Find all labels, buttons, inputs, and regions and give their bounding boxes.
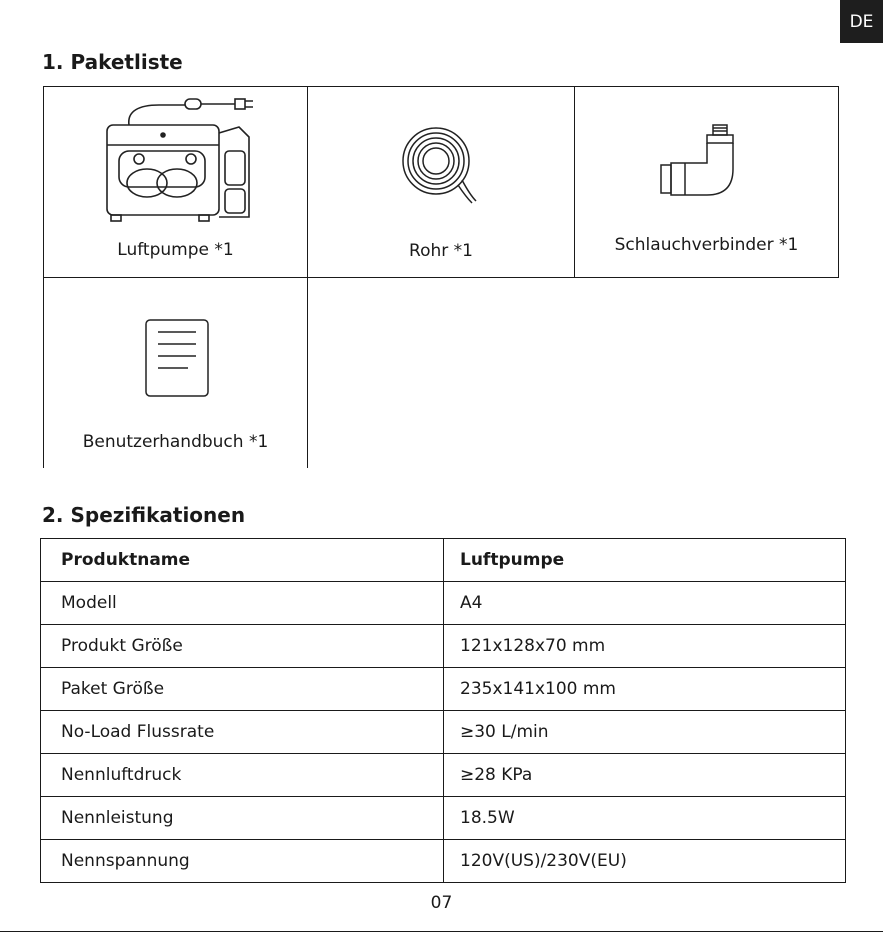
section-title-package-list: 1. Paketliste: [42, 50, 183, 74]
table-row: [41, 711, 846, 754]
table-row: [41, 582, 846, 625]
spec-name: No-Load Flussrate: [41, 711, 444, 754]
specifications-table: [40, 538, 846, 883]
package-item-air-pump: [43, 86, 308, 278]
air-pump-icon: [99, 93, 259, 228]
package-item-label: Luftpumpe *1: [117, 240, 234, 260]
package-item-tube: [307, 86, 575, 278]
spec-value: A4: [444, 582, 846, 625]
package-item-label: Schlauchverbinder *1: [614, 235, 799, 255]
spec-name: Nennluftdruck: [41, 754, 444, 797]
header-cell-product-name: Produktname: [41, 539, 444, 582]
spec-value: ≥30 L/min: [444, 711, 846, 754]
spec-value: 121x128x70 mm: [444, 625, 846, 668]
package-item-label: Rohr *1: [409, 241, 473, 261]
table-row: [41, 797, 846, 840]
spec-value: 235x141x100 mm: [444, 668, 846, 711]
table-row: [41, 668, 846, 711]
spec-name: Nennspannung: [41, 840, 444, 883]
table-row: [41, 754, 846, 797]
spec-value: ≥28 KPa: [444, 754, 846, 797]
spec-name: Modell: [41, 582, 444, 625]
manual-icon: [144, 318, 210, 398]
language-badge: DE: [840, 0, 883, 43]
spec-name: Paket Größe: [41, 668, 444, 711]
section-title-specifications: 2. Spezifikationen: [42, 503, 246, 527]
spec-name: Produkt Größe: [41, 625, 444, 668]
package-item-label: Benutzerhandbuch *1: [82, 432, 269, 452]
package-item-hose-connector: [574, 86, 839, 278]
package-item-manual: [43, 277, 308, 468]
table-row: [41, 625, 846, 668]
tube-coil-icon: [400, 125, 480, 205]
spec-value: 18.5W: [444, 797, 846, 840]
spec-name: Nennleistung: [41, 797, 444, 840]
table-header-row: [41, 539, 846, 582]
hose-connector-icon: [657, 123, 737, 205]
page-number: 07: [430, 893, 453, 913]
spec-value: 120V(US)/230V(EU): [444, 840, 846, 883]
header-cell-product-value: Luftpumpe: [444, 539, 846, 582]
table-row: [41, 840, 846, 883]
footer-divider: [0, 931, 883, 932]
